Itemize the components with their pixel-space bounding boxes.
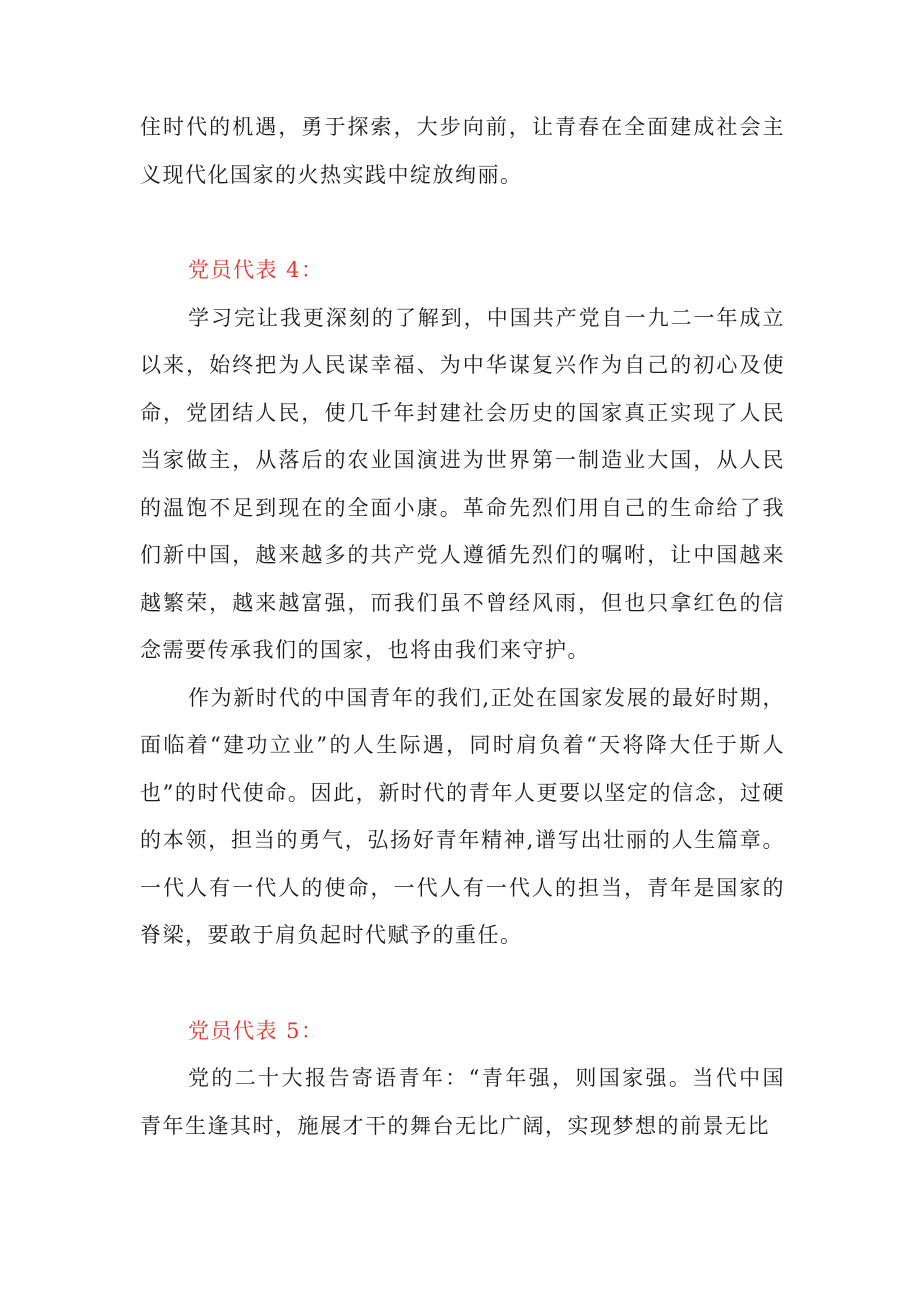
paragraph-representative-4-part-2: 作为新时代的中国青年的我们,正处在国家发展的最好时期，面临着“建功立业”的人生际遇，同时肩负着“天将降大任于斯人也”的时代使命。因此，新时代的青年人更要以坚定的信念，过硬的本领，担当的勇气，弘扬好青年精神,谱写出壮丽的人生篇章。一代人有一代人的使命，一代人有一代人的担当，青年是国家的脊梁，要敢于肩负起时代赋予的重任。 (140, 685, 785, 947)
paragraph-continued: 住时代的机遇，勇于探索，大步向前，让青春在全面建成社会主义现代化国家的火热实践中绽放绚丽。 (140, 115, 785, 187)
paragraph-representative-4-part-1: 学习完让我更深刻的了解到，中国共产党自一九二一年成立以来，始终把为人民谋幸福、为中华谋复兴作为自己的初心及使命，党团结人民，使几千年封建社会历史的国家真正实现了人民当家做主，从落后的农业国演进为世界第一制造业大国，从人民的温饱不足到现在的全面小康。革命先烈们用自己的生命给了我们新中国，越来越多的共产党人遵循先烈们的嘱咐，让中国越来越繁荣，越来越富强，而我们虽不曾经风雨，但也只拿红色的信念需要传承我们的国家，也将由我们来守护。 (140, 305, 785, 662)
speaker-heading-4: 党员代表 4： (188, 258, 324, 282)
paragraph-representative-5: 党的二十大报告寄语青年：“青年强，则国家强。当代中国青年生逢其时，施展才干的舞台无比广阔，实现梦想的前景无比 (140, 1066, 785, 1138)
document-body (140, 104, 785, 1150)
speaker-heading-5: 党员代表 5： (188, 1018, 324, 1043)
